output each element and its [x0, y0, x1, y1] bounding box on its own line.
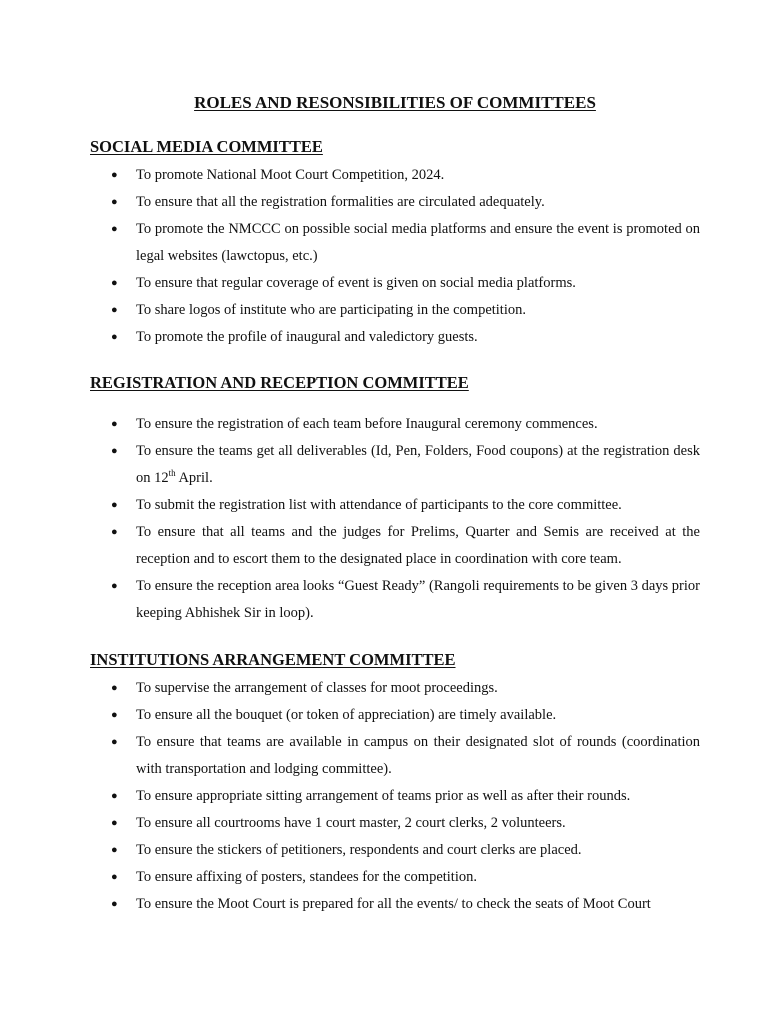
section-heading: SOCIAL MEDIA COMMITTEE: [90, 137, 323, 156]
section-institutions-arrangement: [90, 650, 700, 918]
item-list: [90, 675, 700, 918]
bullet-icon: ●: [111, 331, 118, 343]
bullet-icon: ●: [111, 526, 118, 538]
list-item: ● To submit the registration list with attendance of participants to the core committee.: [90, 492, 700, 519]
bullet-icon: ●: [111, 196, 118, 208]
list-item: ● To ensure all courtrooms have 1 court master, 2 court clerks, 2 volunteers.: [90, 810, 700, 837]
bullet-icon: ●: [111, 304, 118, 316]
list-item: ● To supervise the arrangement of classes for moot proceedings.: [90, 675, 700, 702]
item-list: [90, 162, 700, 351]
section-heading: REGISTRATION AND RECEPTION COMMITTEE: [90, 373, 469, 392]
bullet-icon: ●: [111, 817, 118, 829]
bullet-icon: ●: [111, 499, 118, 511]
list-item: ● To ensure that regular coverage of event is given on social media platforms.: [90, 270, 700, 297]
bullet-icon: ●: [111, 682, 118, 694]
section-heading: INSTITUTIONS ARRANGEMENT COMMITTEE: [90, 650, 456, 669]
page-title: ROLES AND RESONSIBILITIES OF COMMITTEES: [194, 93, 596, 112]
list-item: ● To ensure appropriate sitting arrangement of teams prior as well as after their rounds.: [90, 783, 700, 810]
bullet-icon: ●: [111, 709, 118, 721]
list-item: ● To ensure all the bouquet (or token of appreciation) are timely available.: [90, 702, 700, 729]
bullet-icon: ●: [111, 169, 118, 181]
list-item: ● To ensure that teams are available in campus on their designated slot of rounds (coordination with transportation and lodging committee).: [90, 729, 700, 783]
list-item: ● To share logos of institute who are participating in the competition.: [90, 297, 700, 324]
bullet-icon: ●: [111, 790, 118, 802]
section-social-media: [90, 137, 700, 351]
list-item: ● To promote National Moot Court Competition, 2024.: [90, 162, 700, 189]
list-item: ● To ensure affixing of posters, standees for the competition.: [90, 864, 700, 891]
bullet-icon: ●: [111, 844, 118, 856]
list-item: ● To ensure the Moot Court is prepared for all the events/ to check the seats of Moot Court: [90, 891, 700, 918]
bullet-icon: ●: [111, 736, 118, 748]
item-list: [90, 411, 700, 627]
bullet-icon: ●: [111, 223, 118, 235]
bullet-icon: ●: [111, 580, 118, 592]
bullet-icon: ●: [111, 445, 118, 457]
list-item: ● To promote the profile of inaugural and valedictory guests.: [90, 324, 700, 351]
list-item: ● To ensure the teams get all deliverables (Id, Pen, Folders, Food coupons) at the registration desk on 12th April.: [90, 438, 700, 492]
list-item: ● To ensure that all the registration formalities are circulated adequately.: [90, 189, 700, 216]
list-item: ● To ensure the registration of each team before Inaugural ceremony commences.: [90, 411, 700, 438]
list-item: ● To ensure the reception area looks “Guest Ready” (Rangoli requirements to be given 3 days prior keeping Abhishek Sir in loop).: [90, 573, 700, 627]
bullet-icon: ●: [111, 871, 118, 883]
list-item: ● To ensure that all teams and the judges for Prelims, Quarter and Semis are received at the reception and to escort them to the designated place in coordination with core team.: [90, 519, 700, 573]
bullet-icon: ●: [111, 418, 118, 430]
bullet-icon: ●: [111, 898, 118, 910]
bullet-icon: ●: [111, 277, 118, 289]
section-registration-reception: [90, 373, 700, 627]
list-item: ● To promote the NMCCC on possible social media platforms and ensure the event is promoted on legal websites (lawctopus, etc.): [90, 216, 700, 270]
list-item: ● To ensure the stickers of petitioners, respondents and court clerks are placed.: [90, 837, 700, 864]
